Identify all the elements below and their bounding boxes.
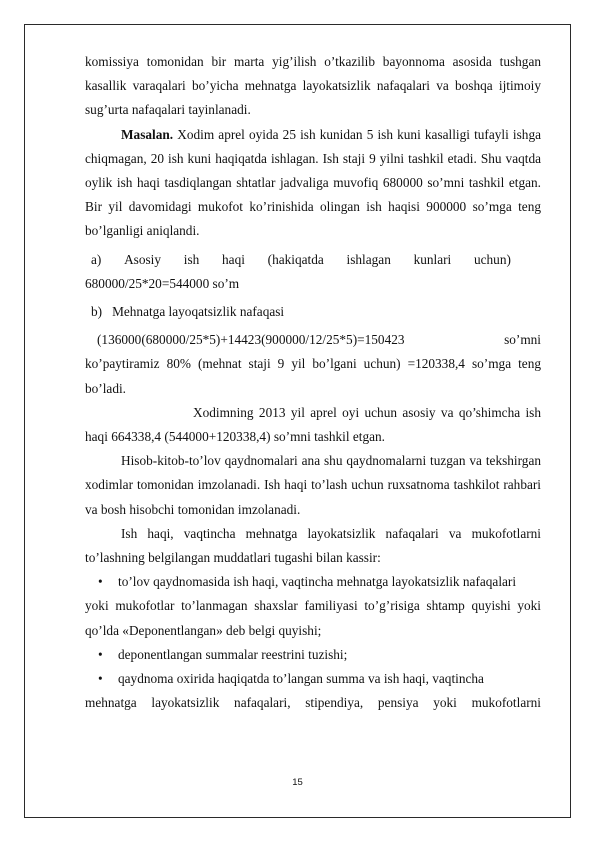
paragraph-example xyxy=(85,123,541,244)
item-a-word: Asosiy xyxy=(124,251,162,267)
bullet-lead: deponentlangan summalar reestrini tuzishi; xyxy=(118,646,348,662)
page-number: 15 xyxy=(292,777,303,788)
paragraph-signatures: Hisob-kitob-to’lov qaydnomalari ana shu qaydnomalarni tuzgan va tekshirgan xodimlar tomonidan imzolanadi. Ish haqi to’lash uchun ruxsatnoma tashkilot rahbari va bosh hisobchi tomonidan imzolanadi. xyxy=(85,453,541,517)
bullet-continuation: yoki mukofotlar to’lanmagan shaxslar familiyasi to’g’risiga shtamp quyishi yoki qo’lda «Deponentlangan» deb belgi quyishi; xyxy=(85,598,541,638)
bullet-icon: • xyxy=(98,671,103,687)
bullet-lead: qaydnoma oxirida haqiqatda to’langan summa va ish haqi, vaqtincha xyxy=(118,671,484,687)
paragraph-benefit-result: ko’paytiramiz 80% (mehnat staji 9 yil bo’lgani uchun) =120338,4 so’mga teng bo’ladi. xyxy=(85,356,541,396)
formula-base-salary: 680000/25*20=544000 so’m xyxy=(85,275,240,291)
list-item-b xyxy=(91,300,541,324)
bullet-item xyxy=(85,570,541,594)
paragraph-total: Xodimning 2013 yil aprel oyi uchun asosiy va qo’shimcha ish haqi 664338,4 (544000+120338,4) so’mni tashkil etgan. xyxy=(85,404,541,445)
bullet-icon: • xyxy=(98,646,103,662)
list-marker-a: a) xyxy=(91,251,102,267)
bullet-icon: • xyxy=(98,574,103,590)
formula-benefit-calc: (136000(680000/25*5)+14423(900000/12/25*5)=150423 xyxy=(97,332,405,348)
bullet-item xyxy=(85,667,541,691)
item-a-word: (hakiqatda xyxy=(267,251,324,267)
bullet-lead: to’lov qaydnomasida ish haqi, vaqtincha mehnatga layokatsizlik nafaqalari xyxy=(118,574,517,590)
document-body xyxy=(85,50,541,715)
example-label: Masalan. xyxy=(121,126,174,142)
list-item-a xyxy=(91,248,541,272)
list-marker-b: b) xyxy=(91,304,103,320)
item-a-word: kunlari xyxy=(413,251,452,267)
item-a-word: haqi xyxy=(222,251,245,267)
bullet-continuation: mehnatga layokatsizlik nafaqalari, stipendiya, pensiya yoki mukofotlarni xyxy=(85,695,541,711)
formula-benefit xyxy=(85,328,541,352)
paragraph-deadline: Ish haqi, vaqtincha mehnatga layokatsizlik nafaqalari va mukofotlarni to’lashning belgilangan muddatlari tugashi bilan kassir: xyxy=(85,525,541,566)
bullet-item xyxy=(85,643,541,667)
formula-benefit-unit: so’mni xyxy=(504,332,541,348)
item-a-word: uchun) xyxy=(473,251,511,267)
item-b-text: Mehnatga layoqatsizlik nafaqasi xyxy=(112,304,285,320)
item-a-word: ish xyxy=(183,251,200,267)
item-a-word: ishlagan xyxy=(346,251,391,267)
paragraph-commission: komissiya tomonidan bir marta yig’ilish o’tkazilib bayonnoma asosida tushgan kasallik varaqalari bo’yicha mehnatga layokatsizlik nafaqalari va boshqa ijtimoiy sug’urta nafaqalari tayinlanadi. xyxy=(85,54,541,118)
example-text: Xodim aprel oyida 25 ish kunidan 5 ish kuni kasalligi tufayli ishga chiqmagan, 20 ish kuni haqiqatda ishlagan. Ish staji 9 yilni tashkil etadi. Shu vaqtda oylik ish haqi tasdiqlangan shtatlar jadvaliga muvofiq 680000 so’mni tashkil etgan. Bir yil davomidagi mukofot ko’rinishida olingan ish haqisi 900000 so’mga teng bo’lganligi aniqlandi. xyxy=(85,126,541,239)
